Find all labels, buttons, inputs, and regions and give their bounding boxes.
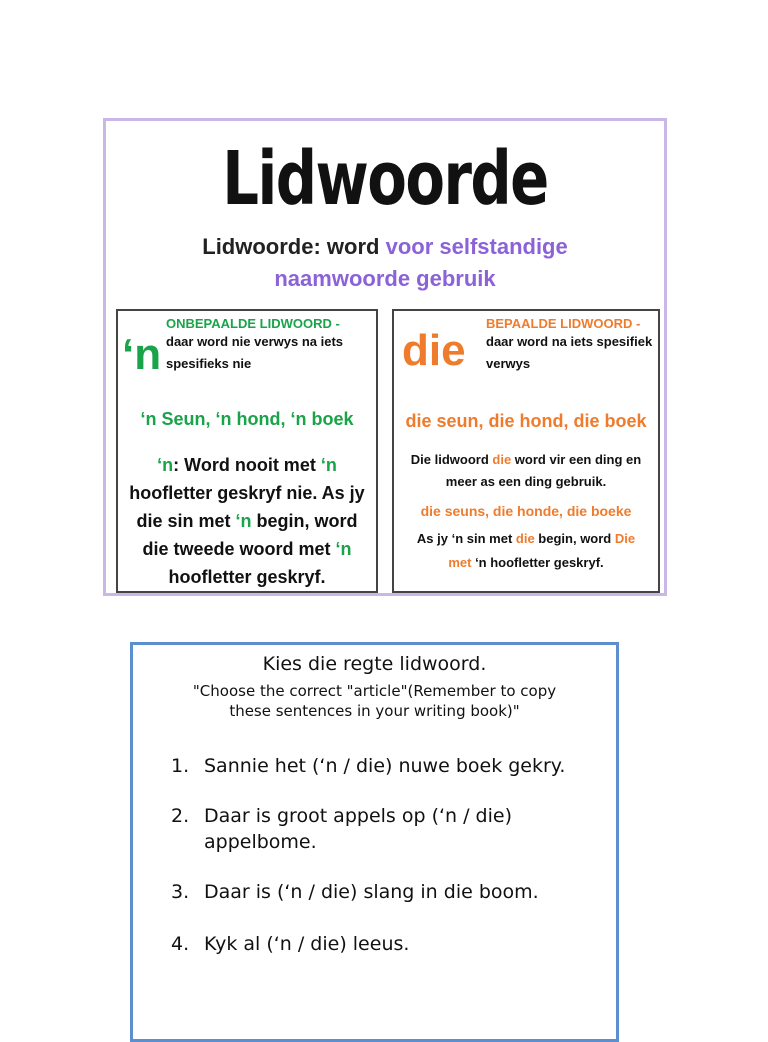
rule-span: ‘n	[320, 455, 337, 475]
question-text: Kyk al (‘n / die) leeus.	[204, 933, 410, 955]
rule-span: begin, word	[534, 531, 615, 546]
rule-span: die	[492, 452, 512, 467]
question-number: 1.	[171, 755, 190, 777]
definite-rule-2	[398, 527, 654, 575]
question-item	[171, 753, 591, 779]
definition-part3: naamwoorde gebruik	[274, 266, 496, 291]
question-item	[171, 803, 591, 855]
rule-span: die	[515, 531, 535, 546]
rule-span: As jy ‘n sin met	[416, 531, 516, 546]
rule-span: ‘n	[235, 511, 252, 531]
definite-article: die	[402, 326, 466, 375]
exercise-box	[130, 642, 619, 1042]
indefinite-article-box	[116, 309, 378, 593]
rule-span: Die lidwoord	[410, 452, 493, 467]
question-item	[171, 931, 591, 957]
rule-span: ‘n	[157, 455, 174, 475]
rule-span: hoofletter geskryf.	[168, 567, 326, 587]
definite-rule-1	[398, 449, 654, 493]
exercise-title: Kies die regte lidwoord.	[262, 653, 487, 675]
question-number: 2.	[171, 805, 190, 827]
rule-span: begin, word die tweede woord met	[142, 511, 358, 559]
rule-span: word vir een ding en meer as een ding gebruik.	[445, 452, 642, 489]
question-number: 3.	[171, 881, 190, 903]
definite-article-box	[392, 309, 660, 593]
definite-plural-examples: die seuns, die honde, die boeke	[420, 503, 632, 519]
rule-span: ‘n	[335, 539, 352, 559]
question-text: Sannie het (‘n / die) nuwe boek gekry.	[204, 755, 566, 777]
lidwoorde-poster	[103, 118, 667, 596]
poster-title: Lidwoorde	[222, 136, 548, 222]
definition-part2: voor selfstandige	[385, 234, 568, 259]
question-number: 4.	[171, 933, 190, 955]
indefinite-article: ‘n	[122, 330, 162, 379]
definite-examples: die seun, die hond, die boek	[405, 411, 647, 431]
question-text: Daar is (‘n / die) slang in die boom.	[204, 881, 539, 903]
definite-description: daar word na iets spesifiek verwys	[486, 334, 653, 371]
poster-definition	[106, 231, 664, 295]
definite-heading: BEPAALDE LIDWOORD -	[486, 316, 641, 331]
rule-span: ‘n hoofletter geskryf.	[471, 555, 604, 570]
question-text: Daar is groot appels op (‘n / die) appelbome.	[204, 805, 512, 853]
question-item	[171, 879, 591, 905]
indefinite-examples: ‘n Seun, ‘n hond, ‘n boek	[140, 409, 354, 429]
rule-span: met	[448, 555, 472, 570]
indefinite-description: daar word nie verwys na iets spesifieks nie	[166, 334, 344, 371]
exercise-subtitle: "Choose the correct "article"(Remember to copy these sentences in your writing book)"	[192, 682, 557, 720]
rule-span: : Word nooit met	[173, 455, 321, 475]
indefinite-heading: ONBEPAALDE LIDWOORD -	[166, 316, 340, 331]
definition-part1: Lidwoorde: word	[202, 234, 386, 259]
question-list	[171, 753, 591, 957]
indefinite-rule	[122, 451, 372, 591]
rule-span: hoofletter geskryf nie. As jy die sin met	[129, 483, 365, 531]
rule-span: Die	[614, 531, 636, 546]
